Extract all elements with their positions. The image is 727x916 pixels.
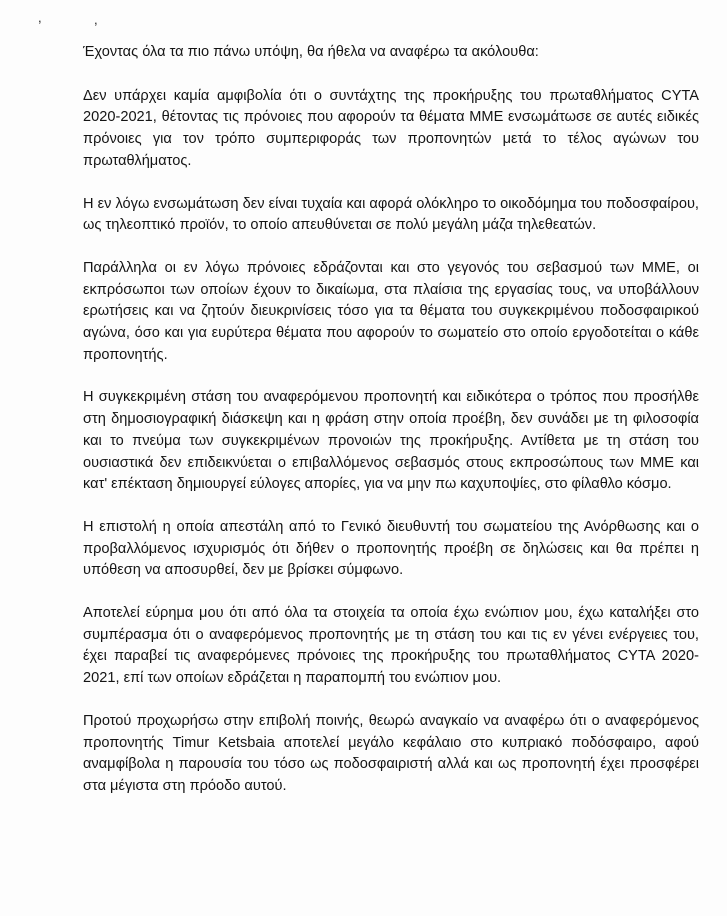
scan-mark: ,: [94, 12, 98, 27]
paragraph: Η εν λόγω ενσωμάτωση δεν είναι τυχαία και αφορά ολόκληρο το οικοδόμημα του ποδοσφαίρου, ως τηλεοπτικό προϊόν, το οποίο απευθύνεται σε πολύ μεγάλη μάζα τηλεθεατών.: [83, 195, 699, 234]
paragraph: Η επιστολή η οποία απεστάλη από το Γενικό διευθυντή του σωματείου της Ανόρθωσης και ο προβαλλόμενος ισχυρισμός ότι δήθεν ο προπονητής προέβη σε δηλώσεις και θα πρέπει η υπόθεση να αποσυρθεί, δεν με βρίσκει σύμφωνο.: [83, 518, 699, 579]
document-body: [83, 42, 699, 819]
paragraph: Προτού προχωρήσω στην επιβολή ποινής, θεωρώ αναγκαίο να αναφέρω ότι ο αναφερόμενος προπονητής Timur Ketsbaia αποτελεί μεγάλο κεφάλαιο στο κυπριακό ποδόσφαιρο, αφού αναμφίβολα η παρουσία του τόσο ως ποδοσφαιριστή αλλά και ως προπονητή έχει προσφέρει στα μέγιστα στη πρόοδο αυτού.: [83, 712, 699, 794]
paragraph: Η συγκεκριμένη στάση του αναφερόμενου προπονητή και ειδικότερα ο τρόπος που προσήλθε στη δημοσιογραφική διάσκεψη και η φράση στην οποία προέβη, δεν συνάδει με τη φιλοσοφία και το πνεύμα των συγκεκριμένων προνοιών της προκήρυξης. Αντίθετα με τη στάση του ουσιαστικά δεν επιδεικνύεται ο επιβαλλόμενος σεβασμός στους εκπροσώπους των ΜΜΕ και κατ' επέκταση δημιουργεί εύλογες απορίες, για να μην πω καχυποψίες, στο φίλαθλο κόσμο.: [83, 389, 699, 493]
paragraph: Αποτελεί εύρημα μου ότι από όλα τα στοιχεία τα οποία έχω ενώπιον μου, έχω καταλήξει στο συμπέρασμα ότι ο αναφερόμενος προπονητής με τη στάση του και τις εν γένει ενέργειες του, έχει παραβεί τις αναφερόμενες πρόνοιες της προκήρυξης του πρωταθλήματος CYTA 2020-2021, επί των οποίων εδράζεται η παραπομπή του ενώπιον μου.: [83, 605, 699, 687]
top-marks: [38, 10, 118, 30]
paragraph: Παράλληλα οι εν λόγω πρόνοιες εδράζονται και στο γεγονός του σεβασμού των ΜΜΕ, οι εκπρόσωποι των οποίων έχουν το δικαίωμα, στα πλαίσια της εργασίας τους, να υποβάλλουν ερωτήσεις και να ζητούν διευκρινίσεις τόσο για τα θέματα του συγκεκριμένου ποδοσφαιρικού αγώνα, όσο και για ευρύτερα θέματα που αφορούν το σωματείο στο οποίο εργοδοτείται ο κάθε προπονητής.: [83, 259, 699, 363]
paragraph: Δεν υπάρχει καμία αμφιβολία ότι ο συντάχτης της προκήρυξης του πρωταθλήματος CYTA 2020-2021, θέτοντας τις πρόνοιες που αφορούν τα θέματα ΜΜΕ ενσωμάτωσε σε αυτές ειδικές πρόνοιες για τον τρόπο συμπεριφοράς των προπονητών μετά το τέλος αγώνων του πρωταθλήματος.: [83, 87, 699, 169]
scan-mark: ,: [38, 10, 42, 25]
intro-paragraph: Έχοντας όλα τα πιο πάνω υπόψη, θα ήθελα να αναφέρω τα ακόλουθα:: [83, 44, 539, 60]
